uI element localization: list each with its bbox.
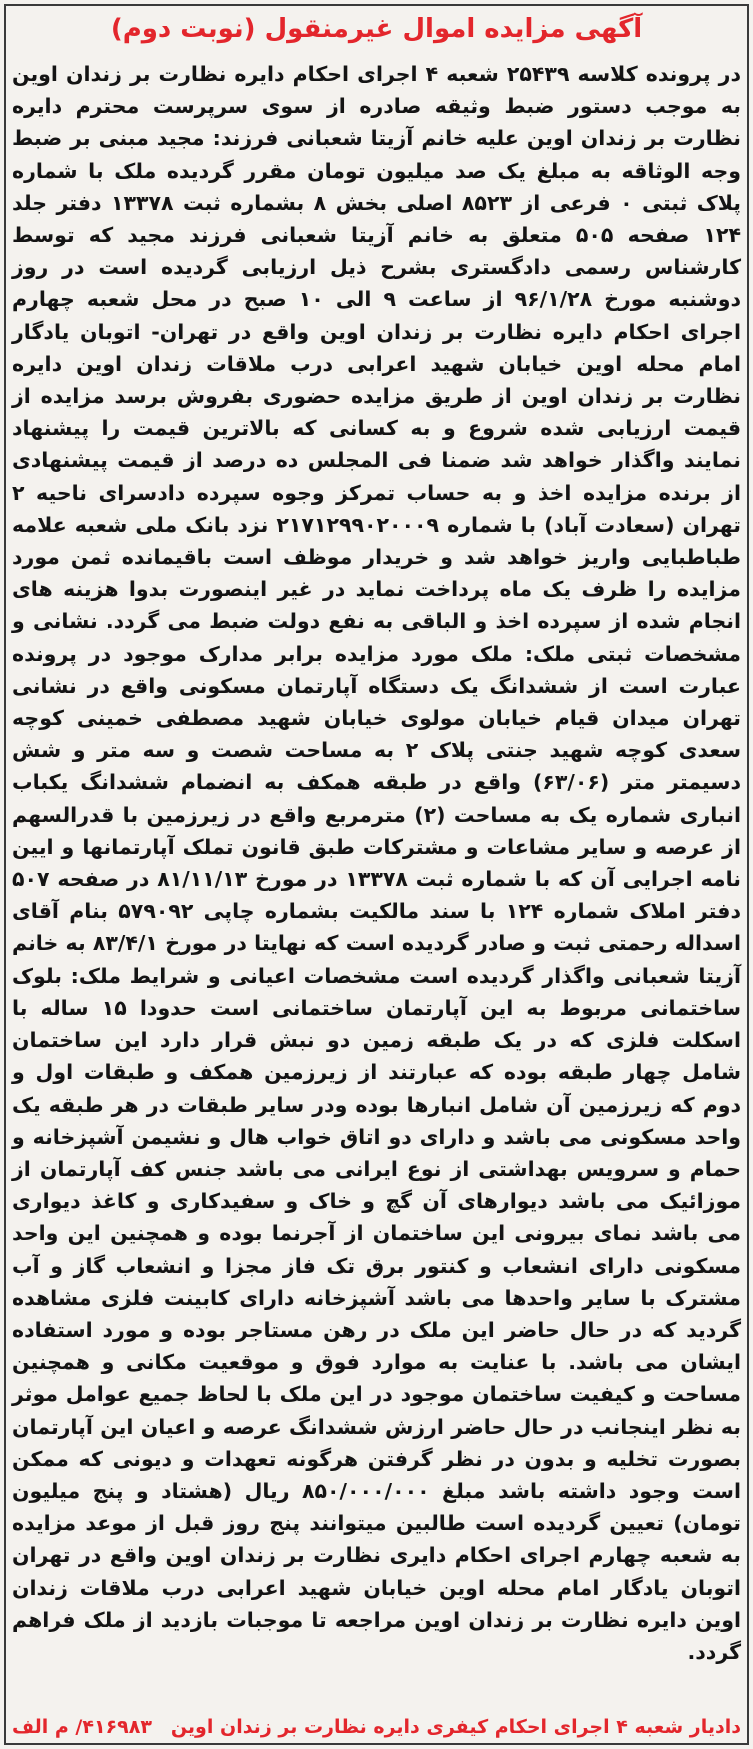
notice-body: در پرونده کلاسه ۲۵۴۳۹ شعبه ۴ اجرای احکام دایره نظارت بر زندان اوین به موجب دستور ضبط وثیقه صادره از سوی سرپرست محترم دایره نظارت بر زندان اوین علیه خانم آزیتا شعبانی فرزند: مجید مبنی بر ضبط وجه الوثاقه به مبلغ یک صد میلیون تومان مقرر گردیده ملک با شماره پلاک ثبتی ۰ فرعی از ۸۵۲۳ اصلی بخش ۸ بشماره ثبت ۱۳۳۷۸ دفتر جلد ۱۲۴ صفحه ۵۰۵ متعلق به خانم آزیتا شعبانی فرزند مجید که توسط کارشناس رسمی دادگستری بشرح ذیل ارزیابی گردیده است در روز دوشنبه مورخ ۹۶/۱/۲۸ از ساعت ۹ الی ۱۰ صبح در محل شعبه چهارم اجرای احکام دایره نظارت بر زندان اوین واقع در تهران- اتوبان یادگار امام محله اوین خیابان شهید اعرابی درب ملاقات زندان اوین دایره نظارت بر زندان اوین از طریق مزایده حضوری بفروش برسد مزایده از قیمت ارزیابی شده شروع و به کسانی که بالاترین قیمت را پیشنهاد نمایند واگذار خواهد شد ضمنا فی المجلس ده درصد از قیمت پیشنهادی از برنده مزایده اخذ و به حساب تمرکز وجوه سپرده دادسرای ناحیه ۲ تهران (سعادت آباد) با شماره ۲۱۷۱۲۹۹۰۲۰۰۰۹ نزد بانک ملی شعبه علامه طباطبایی واریز خواهد شد و خریدار موظف است باقیمانده ثمن مورد مزایده را ظرف یک ماه پرداخت نماید در غیر اینصورت بدوا هزینه های انجام شده از سپرده اخذ و الباقی به نفع دولت ضبط می گردد. نشانی و مشخصات ثبتی ملک: ملک مورد مزایده برابر مدارک موجود در پرونده عبارت است از ششدانگ یک دستگاه آپارتمان مسکونی واقع در نشانی تهران میدان قیام خیابان مولوی خیابان شهید مصطفی خمینی کوچه سعدی کوچه شهید جنتی پلاک ۲ به مساحت شصت و سه متر و شش دسیمتر متر (۶۳/۰۶) واقع در طبقه همکف به انضمام ششدانگ یکباب انباری شماره یک به مساحت (۲) مترمربع واقع در زیرزمین با قدرالسهم از عرصه و سایر مشاعات و مشترکات طبق قانون تملک آپارتمانها و ایین نامه اجرایی آن که با شماره ثبت ۱۳۳۷۸ در مورخ ۸۱/۱۱/۱۳ در صفحه ۵۰۷ دفتر املاک شماره ۱۲۴ با سند مالکیت بشماره چاپی ۵۷۹۰۹۲ بنام آقای اسداله رحمتی ثبت و صادر گردیده است که نهایتا در مورخ ۸۳/۴/۱ به خانم آزیتا شعبانی واگذار گردیده است مشخصات اعیانی و شرایط ملک: بلوک ساختمانی مربوط به این آپارتمان ساختمانی است حدودا ۱۵ ساله با اسکلت فلزی که در یک طبقه زمین دو نبش قرار دارد این ساختمان شامل چهار طبقه بوده که عبارتند از زیرزمین همکف و طبقات اول و دوم که زیرزمین آن شامل انبارها بوده ودر سایر طبقات در هر طبقه یک واحد مسکونی می باشد و دارای دو اتاق خواب هال و نشیمن آشپزخانه و حمام و سرویس بهداشتی از نوع ایرانی می باشد جنس کف آپارتمان از موزائیک می باشد دیوارهای آن گچ و خاک و سفیدکاری و کاغذ دیواری می باشد نمای بیرونی این ساختمان از آجرنما بوده و همچنین این واحد مسکونی دارای انشعاب و کنتور برق تک فاز مجزا و انشعاب گاز و آب مشترک با سایر واحدها می باشد آشپزخانه دارای کابینت فلزی مشاهده گردید که در حال حاضر این ملک در رهن مستاجر بوده و مورد استفاده ایشان می باشد. با عنایت به موارد فوق و موقعیت مکانی و همچنین مساحت و کیفیت ساختمان موجود در این ملک با لحاظ جمیع عوامل موثر به نظر اینجانب در حال حاضر ارزش ششدانگ عرصه و اعیان این آپارتمان بصورت تخلیه و بدون در نظر گرفتن هرگونه تعهدات و دیونی که ممکن است وجود داشته باشد مبلغ ۸۵۰/۰۰۰/۰۰۰ ریال (هشتاد و پنج میلیون تومان) تعیین گردیده است طالبین میتوانند پنج روز قبل از موعد مزایده به شعبه چهارم اجرای احکام دایری نظارت بر زندان اوین واقع در تهران اتوبان یادگار امام محله اوین خیابان شهید اعرابی درب ملاقات زندان اوین دایره نظارت بر زندان اوین مراجعه تا موجبات بازدید از ملک فراهم گردد. <box>12 62 742 1664</box>
reference-code: ۴۱۶۹۸۳/ م الف <box>12 1716 152 1738</box>
signature-line: دادیار شعبه ۴ اجرای احکام کیفری دایره نظارت بر زندان اوین <box>170 1716 741 1738</box>
notice-title: آگهی مزایده اموال غیرمنقول (نوبت دوم) <box>110 14 643 44</box>
notice-footer <box>12 1712 741 1742</box>
